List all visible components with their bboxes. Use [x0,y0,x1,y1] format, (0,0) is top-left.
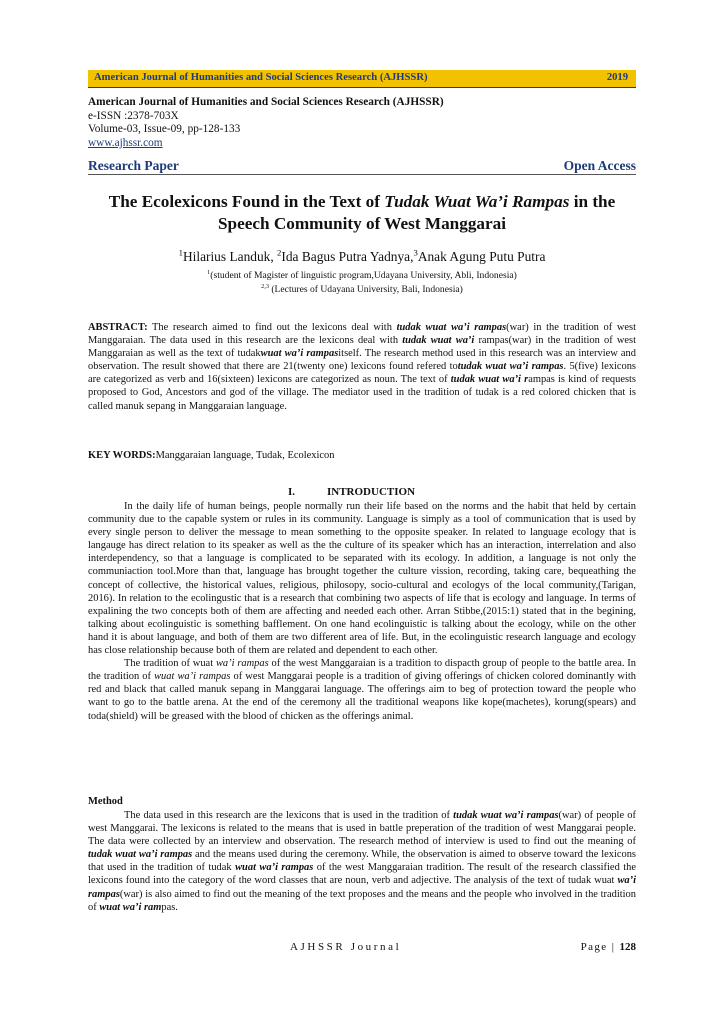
introduction-body [88,500,636,723]
journal-website-link[interactable]: www.ajhssr.com [88,136,163,149]
journal-name: American Journal of Humanities and Social Sciences Research (AJHSSR) [88,96,444,108]
paper-type-label: Research Paper [88,158,179,173]
intro-paragraph-1: In the daily life of human beings, people normally run their life based on the norms and the habit that held by certain community due to the capable system or rules in its community. Language is simply as a tool of communication that is used by every single person to deliver the message to mean something to the opposite speaker. In related to language ecology that is langauge has direct relation to its speaker as well as the the culture of its speaker which has an interaction, interrelation and also interdependency, so that a language is complicated to be separated with its ecology. In addition, a language is not only the communiaction tool.More than that, language has brought together the culture vission, recording, taking care, bequeathing the concept of collective, the historical values, religious, philosopy, socio-cultural and ecologys of the local community,(Tarigan, 2016). In relation to the ecolingustic that is a research that combining two aspects of life that is ecology and language. In terms of expalining the two concepts both of them are affecting and needed each other. Arran Stibbe,(2015:1) stated that in the begining, talking about ecolinguistic is something bafflement. On one hand ecolinguistic is talking about the ecology, while on the other hand it is about language, and both of them are two different area of life. But, in the ecolinguistic research language and ecology has close relationship because both of them are related and dependent to each other. [88,501,636,657]
affiliation-1: $^1$(student of Magister of linguistic program,Udayana University, Abli, Indonesia) [207,268,517,281]
journal-volume: Volume-03, Issue-09, pp-128-133 [88,123,241,136]
open-access-label: Open Access [563,158,636,173]
author-1: Hilarius Landuk, [182,249,278,264]
paper-type-bar [88,156,636,175]
affiliation-2: $^{2,3}$ (Lectures of Udayana University, Bali, Indonesia) [261,282,463,295]
section-title: INTRODUCTION [327,486,416,498]
author-2: Ida Bagus Putra Yadnya, [281,249,414,264]
intro-paragraph-2: The tradition of wuat wa’i rampas of the west Manggaraian is a tradition to dispacth group of people to the battle area. In the tradition of wuat wa’i rampas of west Manggarai people is a tradition of giving offerings of chicken colored dominantly with red and black that called manuk sepang in Manggarai language. The offerings aim to beg of protection toward the people who want to go to the battle arena. At the end of the ceremony all the traditional weapons like kope(machetes), korung(spears) and toda(shield) will be greased with the blood of chicken as the offerings animal. [88,658,637,722]
author-3: Anak Agung Putu Putra [417,249,546,264]
section-number: I. [288,486,296,498]
method-paragraph: The data used in this research are the lexicons that is used in the tradition of tudak wuat wa’i rampas(war) of people of west Manggarai. The lexicons is related to the means that is used in battle preperation of the tradition of west Manggarai people. The data were collected by an interview and observation. The research method of interview is used to find out the meaning of tudak wuat wa’i rampas and the means used during the ceremony. While, the observation is aimed to observe toward the lexicons that used in the tradition of tudak wuat wa’i rampas of the west Manggaraian tradition. The result of the research classified the lexicons found into the category of the word classes that are noun, verb and adjective. The analysis of the text of tudak wuat wa’i rampas(war) is also aimed to find out the meaning of the text proposes and the means and the people who involved in the tradition of wuat wa’i rampas. [88,810,636,913]
abstract: ABSTRACT: The research aimed to find out the lexicons deal with tudak wuat wa’i rampas(war) in the tradition of west Manggaraian. The data used in this research are the lexicons deal with tudak wuat wa’i rampas(war) in the tradition of west Manggaraian as well as the text of tudakwuat wa’i rampasitself. The research method used in this research was an interview and observation. The result showed that there are 21(twenty one) lexicons found refered totudak wuat wa’i rampas. 5(five) lexicons are categorized as verb and 16(sixteen) lexicons are categorized as noun. The text of tudak wuat wa’i rampas is kind of requests proposed to God, Ancestors and god of the village. The mediator used in the tradition of tudak is a red colored chicken that is called manuk sepang in Manggaraian language. [88,322,636,412]
page-number: 128 [619,941,636,953]
author-list: $^1$Hilarius Landuk, $^2$Ida Bagus Putra Yadnya,$^3$Anak Agung Putu Putra [178,247,546,264]
keywords: KEY WORDS:Manggaraian language, Tudak, Ecolexicon [88,450,335,461]
header-journal-title: American Journal of Humanities and Social Sciences Research (AJHSSR) [94,72,428,83]
method-heading: Method [88,796,123,807]
method-body [88,809,636,914]
footer-journal: AJHSSR Journal [290,941,402,953]
journal-issn: e-ISSN :2378-703X [88,109,179,122]
journal-header-band [88,70,636,88]
header-year: 2019 [606,72,628,83]
paper-title: The Ecolexicons Found in the Text of Tudak Wuat Wa’i Rampas in the Speech Community of West Manggarai [108,192,616,233]
journal-info [88,96,636,150]
footer-page: Page | 128 [580,941,636,953]
